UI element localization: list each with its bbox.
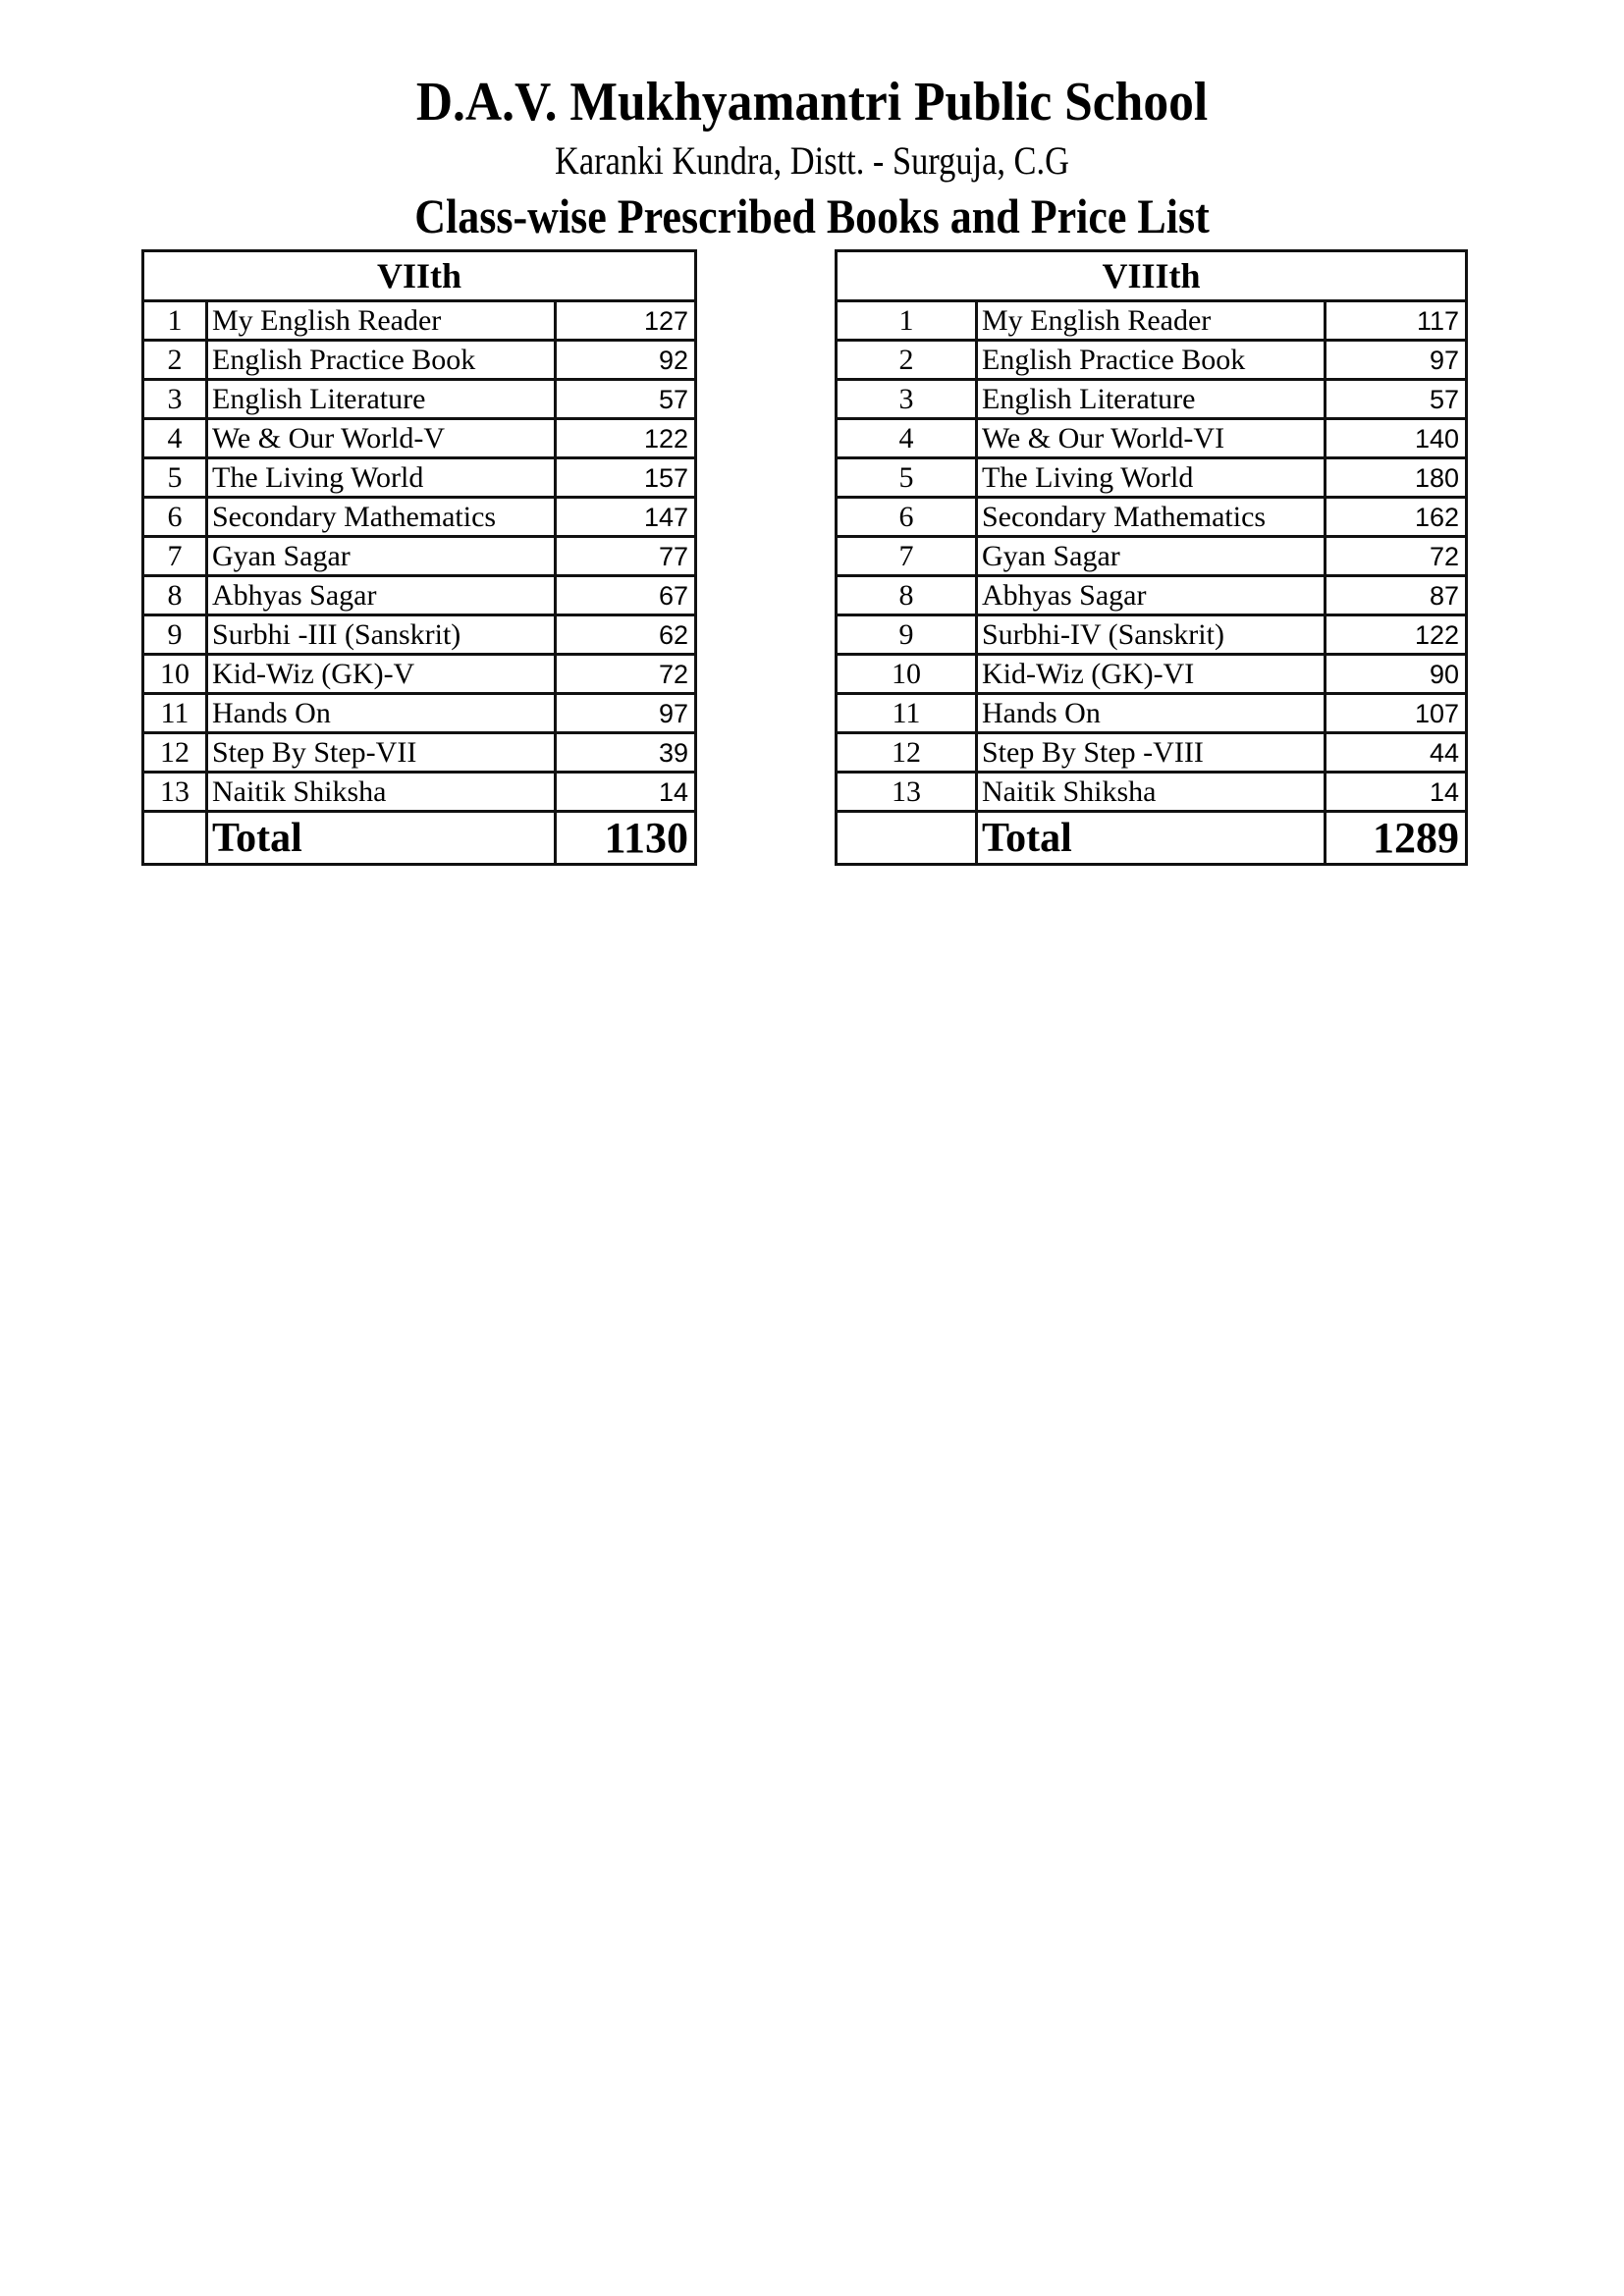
book-price: 62 <box>556 615 696 655</box>
serial-number: 8 <box>837 576 977 615</box>
book-row <box>837 301 1467 341</box>
class-header-row <box>143 251 696 301</box>
book-row <box>143 773 696 812</box>
total-empty-cell <box>143 812 207 865</box>
serial-number: 3 <box>837 380 977 419</box>
class-name: VIIth <box>143 251 696 301</box>
book-row <box>837 498 1467 537</box>
book-price: 162 <box>1326 498 1467 537</box>
book-row <box>837 733 1467 773</box>
serial-number: 1 <box>143 301 207 341</box>
book-title: English Practice Book <box>977 341 1326 380</box>
book-price: 122 <box>556 419 696 458</box>
book-title: My English Reader <box>207 301 556 341</box>
book-price: 147 <box>556 498 696 537</box>
serial-number: 4 <box>143 419 207 458</box>
book-title: Gyan Sagar <box>207 537 556 576</box>
book-title: Secondary Mathematics <box>207 498 556 537</box>
book-row <box>837 655 1467 694</box>
book-row <box>837 694 1467 733</box>
book-row <box>143 615 696 655</box>
total-label: Total <box>207 812 556 865</box>
total-row <box>837 812 1467 865</box>
book-row <box>143 498 696 537</box>
book-price: 140 <box>1326 419 1467 458</box>
book-price: 180 <box>1326 458 1467 498</box>
list-title: Class-wise Prescribed Books and Price List <box>414 188 1210 243</box>
book-price: 14 <box>1326 773 1467 812</box>
serial-number: 12 <box>143 733 207 773</box>
class-header-row <box>837 251 1467 301</box>
book-row <box>143 537 696 576</box>
book-price: 117 <box>1326 301 1467 341</box>
serial-number: 5 <box>837 458 977 498</box>
book-title: My English Reader <box>977 301 1326 341</box>
book-title: Secondary Mathematics <box>977 498 1326 537</box>
book-title: Naitik Shiksha <box>977 773 1326 812</box>
serial-number: 2 <box>143 341 207 380</box>
serial-number: 6 <box>837 498 977 537</box>
book-price: 107 <box>1326 694 1467 733</box>
book-row <box>143 380 696 419</box>
serial-number: 5 <box>143 458 207 498</box>
book-title: We & Our World-VI <box>977 419 1326 458</box>
book-title: Step By Step-VII <box>207 733 556 773</box>
book-row <box>837 537 1467 576</box>
serial-number: 12 <box>837 733 977 773</box>
school-address: Karanki Kundra, Distt. - Surguja, C.G <box>555 138 1069 183</box>
book-price: 44 <box>1326 733 1467 773</box>
book-row <box>837 341 1467 380</box>
serial-number: 7 <box>143 537 207 576</box>
total-row <box>143 812 696 865</box>
class-name: VIIIth <box>837 251 1467 301</box>
book-row <box>837 576 1467 615</box>
book-row <box>143 341 696 380</box>
book-title: Abhyas Sagar <box>977 576 1326 615</box>
serial-number: 4 <box>837 419 977 458</box>
book-title: Kid-Wiz (GK)-V <box>207 655 556 694</box>
book-title: The Living World <box>977 458 1326 498</box>
book-row <box>837 419 1467 458</box>
book-title: Naitik Shiksha <box>207 773 556 812</box>
class-vii-book-table <box>141 249 697 866</box>
book-price: 14 <box>556 773 696 812</box>
serial-number: 9 <box>837 615 977 655</box>
book-price: 57 <box>556 380 696 419</box>
total-price: 1289 <box>1326 812 1467 865</box>
serial-number: 9 <box>143 615 207 655</box>
book-price: 39 <box>556 733 696 773</box>
book-title: Surbhi-IV (Sanskrit) <box>977 615 1326 655</box>
total-empty-cell <box>837 812 977 865</box>
book-row <box>143 655 696 694</box>
book-title: Gyan Sagar <box>977 537 1326 576</box>
class-viii-book-table <box>835 249 1468 866</box>
book-price: 87 <box>1326 576 1467 615</box>
book-row <box>143 301 696 341</box>
book-price: 122 <box>1326 615 1467 655</box>
book-title: Kid-Wiz (GK)-VI <box>977 655 1326 694</box>
serial-number: 10 <box>143 655 207 694</box>
total-price: 1130 <box>556 812 696 865</box>
total-label: Total <box>977 812 1326 865</box>
serial-number: 13 <box>143 773 207 812</box>
book-row <box>143 419 696 458</box>
serial-number: 7 <box>837 537 977 576</box>
serial-number: 6 <box>143 498 207 537</box>
book-price: 157 <box>556 458 696 498</box>
book-title: Hands On <box>207 694 556 733</box>
book-title: Abhyas Sagar <box>207 576 556 615</box>
serial-number: 1 <box>837 301 977 341</box>
book-row <box>143 458 696 498</box>
book-price: 57 <box>1326 380 1467 419</box>
serial-number: 8 <box>143 576 207 615</box>
serial-number: 3 <box>143 380 207 419</box>
book-title: Step By Step -VIII <box>977 733 1326 773</box>
book-title: The Living World <box>207 458 556 498</box>
serial-number: 10 <box>837 655 977 694</box>
book-row <box>837 773 1467 812</box>
book-price: 72 <box>1326 537 1467 576</box>
book-title: Surbhi -III (Sanskrit) <box>207 615 556 655</box>
book-price: 97 <box>1326 341 1467 380</box>
serial-number: 2 <box>837 341 977 380</box>
serial-number: 11 <box>837 694 977 733</box>
book-price: 97 <box>556 694 696 733</box>
book-price: 67 <box>556 576 696 615</box>
book-price: 90 <box>1326 655 1467 694</box>
book-row <box>143 733 696 773</box>
serial-number: 11 <box>143 694 207 733</box>
book-title: Hands On <box>977 694 1326 733</box>
book-title: We & Our World-V <box>207 419 556 458</box>
book-title: English Practice Book <box>207 341 556 380</box>
book-row <box>143 576 696 615</box>
book-price: 127 <box>556 301 696 341</box>
book-row <box>837 458 1467 498</box>
book-row <box>837 615 1467 655</box>
book-price: 77 <box>556 537 696 576</box>
book-row <box>143 694 696 733</box>
book-title: English Literature <box>207 380 556 419</box>
book-price: 92 <box>556 341 696 380</box>
school-name: D.A.V. Mukhyamantri Public School <box>415 72 1209 133</box>
book-title: English Literature <box>977 380 1326 419</box>
book-row <box>837 380 1467 419</box>
book-price: 72 <box>556 655 696 694</box>
serial-number: 13 <box>837 773 977 812</box>
